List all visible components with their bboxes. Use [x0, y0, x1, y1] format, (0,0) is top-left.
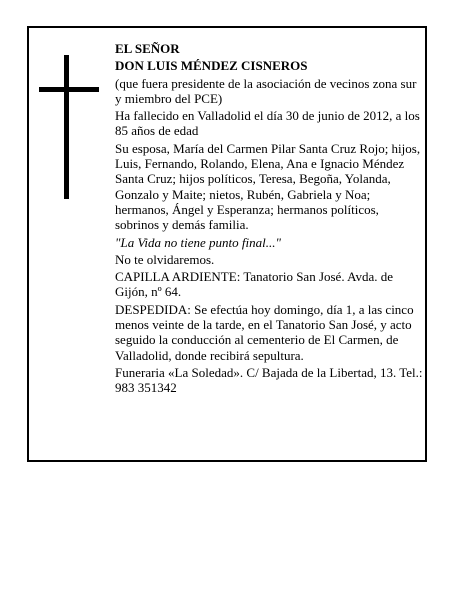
cross-icon — [39, 55, 99, 199]
funeral-home-info: Funeraria «La Soledad». C/ Bajada de la Libertad, 13. Tel.: 983 351342 — [115, 364, 423, 396]
cross-vertical-bar — [64, 55, 69, 199]
remembrance-line: No te olvidaremos. — [115, 251, 215, 267]
obituary-notice — [27, 26, 427, 462]
title-line-1: EL SEÑOR — [115, 41, 180, 56]
cross-horizontal-bar — [39, 87, 99, 92]
family-list: Su esposa, María del Carmen Pilar Santa Cruz Rojo; hijos, Luis, Fernando, Rolando, Elena, Ana e Ignacio Méndez Santa Cruz; hijos políticos, Teresa, Begoña, Yolanda, Gonzalo y Maite; nietos, Rubén, Gabriela y Noa; hermanos, Ángel y Esperanza; hermanos políticos, sobrinos y demás familia. — [115, 140, 421, 233]
notice-text — [115, 41, 423, 398]
deceased-description: (que fuera presidente de la asociación de vecinos zona sur y miembro del PCE) — [115, 75, 417, 106]
death-announcement: Ha fallecido en Valladolid el día 30 de junio de 2012, a los 85 años de edad — [115, 108, 420, 139]
deceased-name: DON LUIS MÉNDEZ CISNEROS — [115, 58, 308, 74]
quote: "La Vida no tiene punto final..." — [115, 234, 281, 250]
farewell-info: DESPEDIDA: Se efectúa hoy domingo, día 1, a las cinco menos veinte de la tarde, en el Tanatorio San José, y acto seguido la conducción al cementerio de El Carmen, de Valladolid, donde recibirá sepultura. — [115, 301, 414, 363]
chapel-info: CAPILLA ARDIENTE: Tanatorio San José. Avda. de Gijón, nº 64. — [115, 269, 394, 300]
